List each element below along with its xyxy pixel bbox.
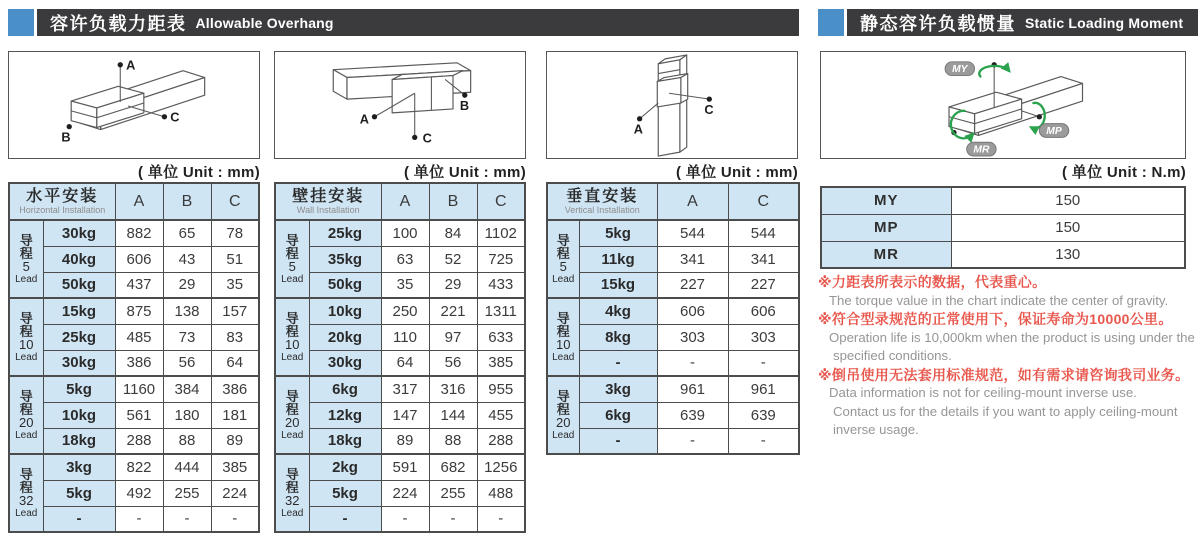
value-cell: 606 — [115, 246, 163, 272]
table-row — [9, 246, 259, 272]
table-row — [547, 376, 799, 402]
table-row — [9, 428, 259, 454]
lead-cell: 导 程 10 Lead — [9, 298, 43, 376]
value-cell: 29 — [163, 272, 211, 298]
value-cell: 317 — [381, 376, 429, 402]
value-cell: 224 — [211, 480, 259, 506]
value-cell: 255 — [163, 480, 211, 506]
label-c: C — [704, 101, 714, 117]
value-cell: 100 — [381, 220, 429, 246]
load-cell: 4kg — [579, 298, 657, 324]
note-en: Contact us for the details if you want to apply ceiling-mount — [833, 403, 1178, 419]
value-cell: 97 — [429, 324, 477, 350]
value-cell: 544 — [728, 220, 799, 246]
table-row — [275, 324, 525, 350]
load-cell: 5kg — [579, 220, 657, 246]
value-cell: 961 — [657, 376, 728, 402]
moment-label: MR — [821, 241, 951, 268]
load-cell: 15kg — [579, 272, 657, 298]
mr-badge-label: MR — [973, 144, 990, 156]
value-cell: 35 — [381, 272, 429, 298]
load-cell: 3kg — [579, 376, 657, 402]
table-row — [275, 454, 525, 480]
vertical-table — [546, 182, 800, 455]
value-cell: 303 — [657, 324, 728, 350]
value-cell: 633 — [477, 324, 525, 350]
load-cell: 18kg — [309, 428, 381, 454]
value-cell: 882 — [115, 220, 163, 246]
note-en: inverse usage. — [833, 422, 919, 437]
load-cell: 12kg — [309, 402, 381, 428]
note-en: Data information is not for ceiling-mount inverse use. — [829, 385, 1137, 400]
table-row — [9, 480, 259, 506]
table-row — [547, 246, 799, 272]
value-cell: 639 — [657, 402, 728, 428]
table-row — [547, 298, 799, 324]
value-cell: 157 — [211, 298, 259, 324]
value-cell: 544 — [657, 220, 728, 246]
load-cell: 30kg — [43, 350, 115, 376]
value-cell: 561 — [115, 402, 163, 428]
mp-axis-dot — [1037, 114, 1042, 119]
moment-header — [818, 9, 1198, 36]
value-cell: 181 — [211, 402, 259, 428]
horizontal-table-title: 水平安装 Horizontal Installation — [9, 183, 115, 220]
horizontal-table — [8, 182, 260, 533]
vertical-installation-diagram — [546, 51, 798, 159]
col-header-a: A — [657, 183, 728, 220]
lead-cell: 导 程 5 Lead — [547, 220, 579, 298]
value-cell: 288 — [115, 428, 163, 454]
table-row — [9, 506, 259, 532]
lead-cell: 导 程 20 Lead — [547, 376, 579, 454]
load-cell: 6kg — [309, 376, 381, 402]
value-cell: 961 — [728, 376, 799, 402]
load-cell: 30kg — [309, 350, 381, 376]
load-cell: - — [309, 506, 381, 532]
value-cell: 138 — [163, 298, 211, 324]
lead-cell: 导 程 10 Lead — [275, 298, 309, 376]
value-cell: 1256 — [477, 454, 525, 480]
load-cell: - — [579, 350, 657, 376]
table-row — [9, 402, 259, 428]
value-cell: 341 — [657, 246, 728, 272]
value-cell: 56 — [163, 350, 211, 376]
value-cell: 51 — [211, 246, 259, 272]
value-cell: 1102 — [477, 220, 525, 246]
value-cell: - — [477, 506, 525, 532]
horizontal-table-container — [8, 182, 260, 533]
label-a: A — [633, 121, 643, 137]
value-cell: 144 — [429, 402, 477, 428]
table-row — [9, 324, 259, 350]
col-header-c: C — [211, 183, 259, 220]
value-cell: 384 — [163, 376, 211, 402]
value-cell: 64 — [211, 350, 259, 376]
load-cell: 25kg — [309, 220, 381, 246]
load-cell: 5kg — [309, 480, 381, 506]
table-row — [275, 376, 525, 402]
accent-square — [818, 9, 844, 36]
col-header-a: A — [115, 183, 163, 220]
moment-value: 150 — [951, 214, 1185, 241]
value-cell: 682 — [429, 454, 477, 480]
overhang-header — [8, 9, 799, 36]
table-row — [275, 402, 525, 428]
value-cell: 89 — [381, 428, 429, 454]
table-row — [9, 272, 259, 298]
label-a: A — [359, 111, 369, 127]
load-cell: 11kg — [579, 246, 657, 272]
value-cell: 221 — [429, 298, 477, 324]
load-cell: 5kg — [43, 480, 115, 506]
load-cell: 35kg — [309, 246, 381, 272]
point-c-dot — [162, 114, 167, 119]
value-cell: 35 — [211, 272, 259, 298]
unit-label-mm: ( 单位 Unit : mm) — [676, 164, 798, 181]
value-cell: 147 — [381, 402, 429, 428]
value-cell: 639 — [728, 402, 799, 428]
moment-row — [821, 214, 1185, 241]
table-row — [275, 480, 525, 506]
load-cell: 18kg — [43, 428, 115, 454]
note-zh: ※倒吊使用无法套用标准规范，如有需求请咨询我司业务。 — [818, 366, 1190, 383]
note-zh: ※符合型录规范的正常使用下，保证寿命为10000公里。 — [818, 311, 1173, 327]
moment-value: 150 — [951, 187, 1185, 214]
table-row — [275, 506, 525, 532]
value-cell: 89 — [211, 428, 259, 454]
value-cell: 386 — [211, 376, 259, 402]
table-row — [547, 428, 799, 454]
value-cell: 822 — [115, 454, 163, 480]
value-cell: 227 — [657, 272, 728, 298]
load-cell: 15kg — [43, 298, 115, 324]
moment-row — [821, 187, 1185, 214]
value-cell: 303 — [728, 324, 799, 350]
value-cell: 65 — [163, 220, 211, 246]
value-cell: 84 — [429, 220, 477, 246]
col-header-c: C — [728, 183, 799, 220]
value-cell: 180 — [163, 402, 211, 428]
moment-title-en: Static Loading Moment — [1025, 14, 1184, 31]
moment-label: MY — [821, 187, 951, 214]
table-row — [9, 454, 259, 480]
table-row — [275, 220, 525, 246]
label-b: B — [61, 129, 71, 145]
vertical-table-title: 垂直安装 Vertical Installation — [547, 183, 657, 220]
load-cell: - — [579, 428, 657, 454]
value-cell: 875 — [115, 298, 163, 324]
load-cell: 10kg — [43, 402, 115, 428]
table-row — [547, 324, 799, 350]
moment-value: 130 — [951, 241, 1185, 268]
value-cell: 63 — [381, 246, 429, 272]
table-row — [547, 272, 799, 298]
table-row — [275, 246, 525, 272]
value-cell: - — [728, 350, 799, 376]
moment-table — [820, 186, 1186, 269]
load-cell: - — [43, 506, 115, 532]
label-c: C — [422, 130, 432, 146]
lead-cell: 导 程 20 Lead — [9, 376, 43, 454]
load-cell: 10kg — [309, 298, 381, 324]
point-a-dot — [372, 114, 377, 119]
moment-header-bar — [847, 9, 1198, 36]
value-cell: 488 — [477, 480, 525, 506]
load-cell: 30kg — [43, 220, 115, 246]
load-cell: 20kg — [309, 324, 381, 350]
value-cell: 1160 — [115, 376, 163, 402]
lead-cell: 导 程 32 Lead — [9, 454, 43, 532]
value-cell: 73 — [163, 324, 211, 350]
value-cell: 955 — [477, 376, 525, 402]
my-badge-label: MY — [952, 64, 968, 76]
load-cell: 2kg — [309, 454, 381, 480]
value-cell: 485 — [115, 324, 163, 350]
note-en: specified conditions. — [833, 348, 952, 363]
wall-table-title: 壁挂安装 Wall Installation — [275, 183, 381, 220]
wall-table — [274, 182, 526, 533]
note-zh: ※力距表所表示的数据，代表重心。 — [818, 274, 1047, 290]
overhang-header-bar — [37, 9, 799, 36]
overhang-title-en: Allowable Overhang — [195, 14, 334, 31]
value-cell: 29 — [429, 272, 477, 298]
load-cell: 40kg — [43, 246, 115, 272]
moment-diagram — [820, 51, 1186, 159]
unit-label-mm: ( 单位 Unit : mm) — [404, 164, 526, 181]
load-cell: 3kg — [43, 454, 115, 480]
col-header-b: B — [429, 183, 477, 220]
label-b: B — [459, 97, 470, 113]
moment-row — [821, 241, 1185, 268]
col-header-c: C — [477, 183, 525, 220]
value-cell: 341 — [728, 246, 799, 272]
value-cell: 385 — [211, 454, 259, 480]
table-row — [275, 428, 525, 454]
unit-label-mm: ( 单位 Unit : mm) — [138, 164, 260, 181]
value-cell: - — [429, 506, 477, 532]
value-cell: 78 — [211, 220, 259, 246]
load-cell: 50kg — [43, 272, 115, 298]
notes — [818, 273, 1200, 440]
table-row — [275, 350, 525, 376]
value-cell: - — [163, 506, 211, 532]
wall-installation-diagram — [274, 51, 526, 159]
table-row — [547, 350, 799, 376]
value-cell: - — [657, 428, 728, 454]
lead-cell: 导 程 5 Lead — [9, 220, 43, 298]
accent-square — [8, 9, 34, 36]
value-cell: 227 — [728, 272, 799, 298]
value-cell: - — [728, 428, 799, 454]
load-cell: 5kg — [43, 376, 115, 402]
value-cell: 606 — [657, 298, 728, 324]
point-a-dot — [118, 62, 123, 67]
lead-cell: 导 程 32 Lead — [275, 454, 309, 532]
moment-title-zh: 静态容许负载惯量 — [860, 13, 1016, 34]
value-cell: 1311 — [477, 298, 525, 324]
table-row — [9, 376, 259, 402]
value-cell: 83 — [211, 324, 259, 350]
value-cell: 255 — [429, 480, 477, 506]
load-cell: 8kg — [579, 324, 657, 350]
value-cell: 316 — [429, 376, 477, 402]
table-row — [275, 298, 525, 324]
moment-label: MP — [821, 214, 951, 241]
value-cell: 444 — [163, 454, 211, 480]
value-cell: 224 — [381, 480, 429, 506]
col-header-a: A — [381, 183, 429, 220]
value-cell: 591 — [381, 454, 429, 480]
lead-cell: 导 程 5 Lead — [275, 220, 309, 298]
table-row — [9, 298, 259, 324]
load-cell: 6kg — [579, 402, 657, 428]
horizontal-installation-diagram — [8, 51, 260, 159]
value-cell: - — [657, 350, 728, 376]
value-cell: 492 — [115, 480, 163, 506]
value-cell: - — [211, 506, 259, 532]
table-row — [9, 350, 259, 376]
wall-table-container — [274, 182, 526, 533]
note-en: The torque value in the chart indicate the center of gravity. — [829, 292, 1169, 308]
load-cell: 25kg — [43, 324, 115, 350]
value-cell: 455 — [477, 402, 525, 428]
value-cell: 88 — [163, 428, 211, 454]
label-a: A — [126, 57, 136, 73]
col-header-b: B — [163, 183, 211, 220]
unit-label-nm: ( 单位 Unit : N.m) — [1062, 164, 1186, 181]
value-cell: 64 — [381, 350, 429, 376]
value-cell: 88 — [429, 428, 477, 454]
value-cell: 52 — [429, 246, 477, 272]
value-cell: 110 — [381, 324, 429, 350]
value-cell: 56 — [429, 350, 477, 376]
value-cell: 606 — [728, 298, 799, 324]
overhang-title-zh: 容许负载力距表 — [50, 13, 187, 34]
value-cell: - — [381, 506, 429, 532]
table-row — [275, 272, 525, 298]
value-cell: 43 — [163, 246, 211, 272]
table-row — [547, 220, 799, 246]
load-cell: 50kg — [309, 272, 381, 298]
value-cell: 725 — [477, 246, 525, 272]
table-row — [9, 220, 259, 246]
value-cell: 437 — [115, 272, 163, 298]
vertical-table-container — [546, 182, 798, 455]
lead-cell: 导 程 20 Lead — [275, 376, 309, 454]
mp-badge-label: MP — [1046, 125, 1062, 137]
value-cell: 433 — [477, 272, 525, 298]
note-en: Operation life is 10,000km when the product is using under the — [829, 329, 1195, 345]
point-c-dot — [412, 135, 417, 140]
table-row — [547, 402, 799, 428]
value-cell: 250 — [381, 298, 429, 324]
label-c: C — [170, 109, 180, 125]
value-cell: 386 — [115, 350, 163, 376]
value-cell: - — [115, 506, 163, 532]
value-cell: 288 — [477, 428, 525, 454]
value-cell: 385 — [477, 350, 525, 376]
lead-cell: 导 程 10 Lead — [547, 298, 579, 376]
